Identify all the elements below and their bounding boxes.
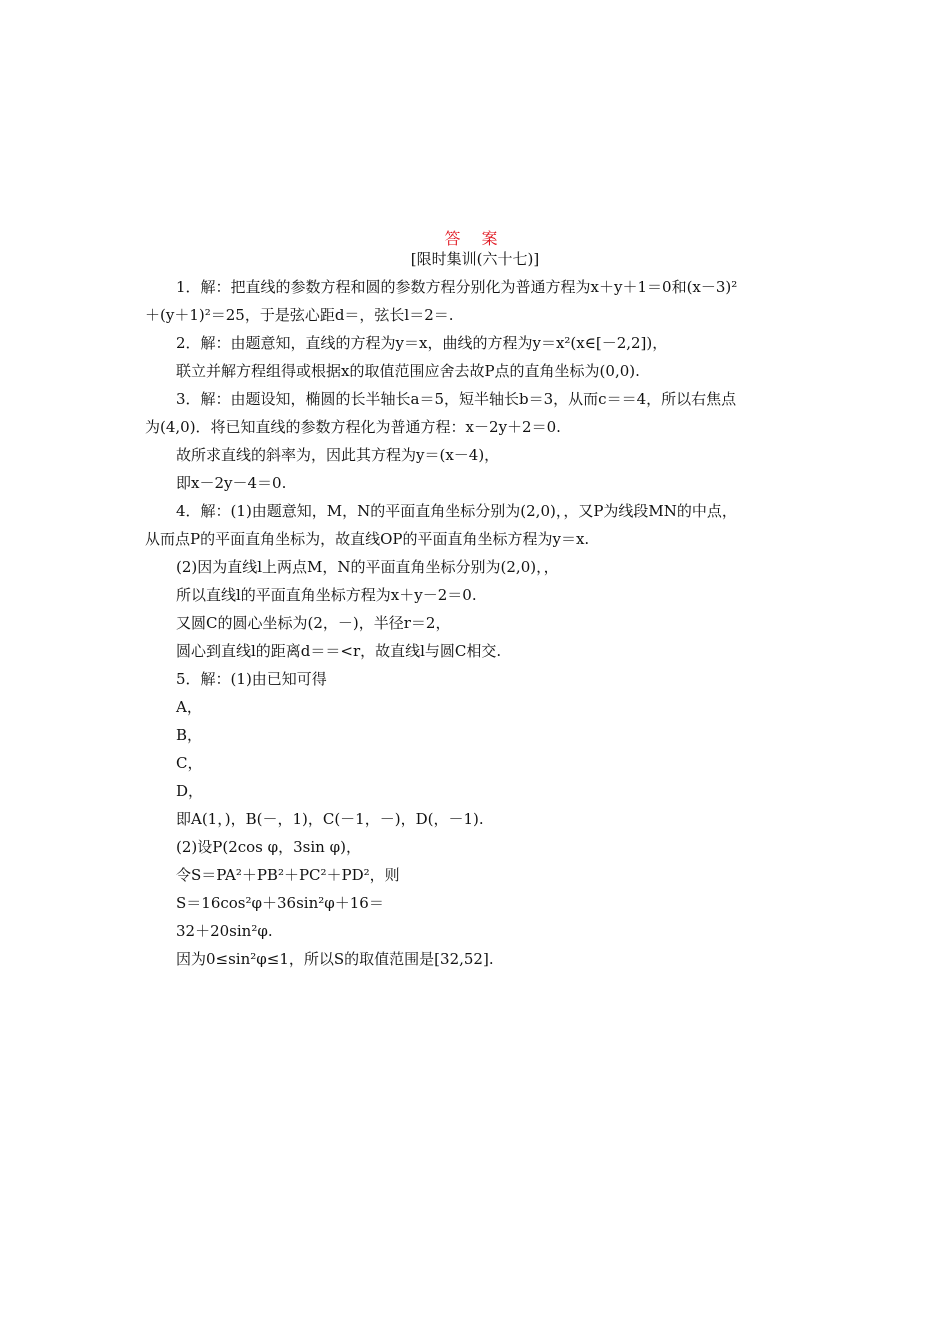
solution-3-line-4: 即x－2y－4＝0. xyxy=(176,474,287,492)
solution-5-line-1: 5．解：(1)由已知可得 xyxy=(176,670,327,688)
solution-5-line-9: S＝16cos²φ＋36sin²φ＋16＝ xyxy=(176,894,384,912)
solution-4-line-4: 所以直线l的平面直角坐标方程为x＋y－2＝0. xyxy=(176,586,477,604)
solution-5-line-3: B， xyxy=(176,726,203,744)
solution-2-line-2: 联立并解方程组得或根据x的取值范围应舍去故P点的直角坐标为(0,0). xyxy=(176,362,640,380)
solution-4-line-1: 4．解：(1)由题意知，M，N的平面直角坐标分别为(2,0)，，又P为线段MN的中点， xyxy=(176,502,737,520)
solution-5-line-4: C， xyxy=(176,754,203,772)
solution-5-line-10: 32＋20sin²φ. xyxy=(176,922,273,940)
solution-5-line-8: 令S＝PA²＋PB²＋PC²＋PD²，则 xyxy=(176,866,400,884)
solution-4-line-5: 又圆C的圆心坐标为(2，－)，半径r＝2， xyxy=(176,614,451,632)
solution-4-line-3: (2)因为直线l上两点M，N的平面直角坐标分别为(2,0)，， xyxy=(176,558,559,576)
answer-title: 答 案 xyxy=(444,229,506,248)
solution-1-line-2: ＋(y＋1)²＝25，于是弦心距d＝，弦长l＝2＝. xyxy=(145,306,454,324)
solution-5-line-7: (2)设P(2cos φ，3sin φ)， xyxy=(176,838,361,856)
section-subtitle: [限时集训(六十七)] xyxy=(410,250,540,268)
solution-3-line-2: 为(4,0)．将已知直线的参数方程化为普通方程：x－2y＋2＝0. xyxy=(145,418,561,436)
solution-5-line-11: 因为0≤sin²φ≤1，所以S的取值范围是[32,52]. xyxy=(176,950,494,968)
solution-5-line-5: D， xyxy=(176,782,204,800)
solution-5-line-2: A， xyxy=(176,698,202,716)
solution-2-line-1: 2．解：由题意知，直线的方程为y＝x，曲线的方程为y＝x²(x∈[－2,2])， xyxy=(176,334,668,352)
solution-1-line-1: 1．解：把直线的参数方程和圆的参数方程分别化为普通方程为x＋y＋1＝0和(x－3)² xyxy=(176,278,738,296)
solution-3-line-1: 3．解：由题设知，椭圆的长半轴长a＝5，短半轴长b＝3，从而c＝＝4，所以右焦点 xyxy=(176,390,737,408)
solution-4-line-2: 从而点P的平面直角坐标为，故直线OP的平面直角坐标方程为y＝x. xyxy=(145,530,590,548)
solution-3-line-3: 故所求直线的斜率为，因此其方程为y＝(x－4)， xyxy=(176,446,500,464)
solution-4-line-6: 圆心到直线l的距离d＝＝<r，故直线l与圆C相交. xyxy=(176,642,502,660)
solution-5-line-6: 即A(1，)，B(－，1)，C(－1，－)，D(，－1). xyxy=(176,810,484,828)
